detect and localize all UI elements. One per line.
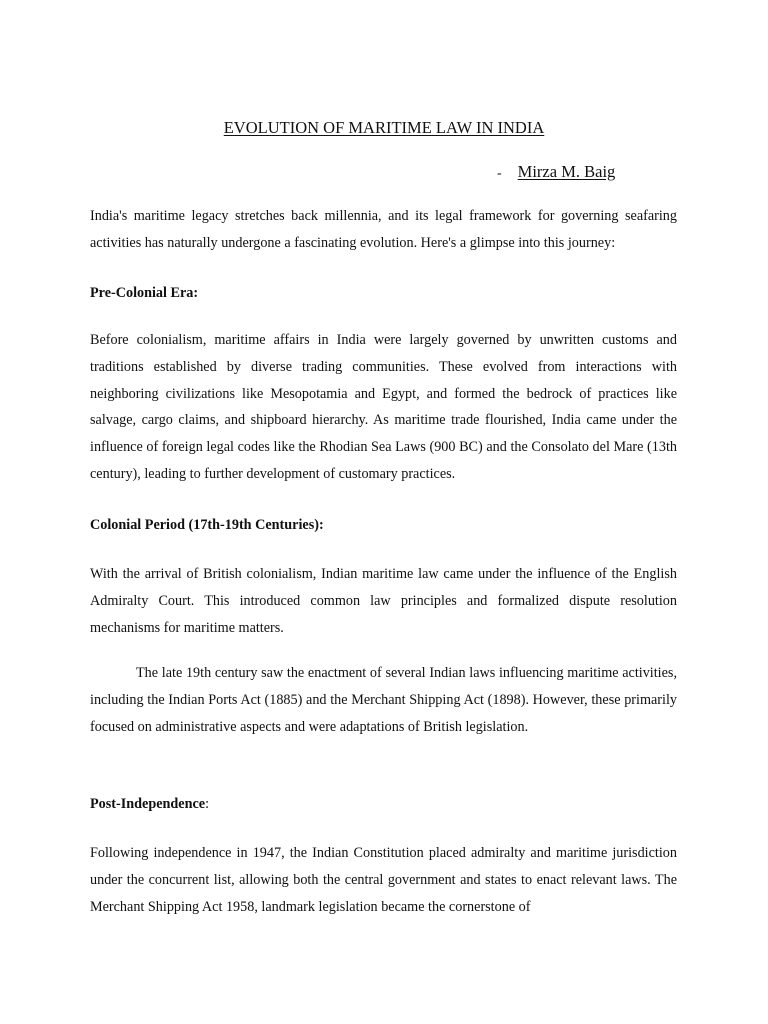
colonial-paragraph-1: With the arrival of British colonialism, Indian maritime law came under the influence of the English Admiralty Court. This introduced common law principles and formalized dispute resolution mechanisms for maritime matters. bbox=[90, 566, 677, 636]
post-independence-paragraph: Following independence in 1947, the Indian Constitution placed admiralty and maritime jurisdiction under the concurrent list, allowing both the central government and states to enact relevant laws. The Merchant Shipping Act 1958, landmark legislation became the cornerstone of bbox=[90, 845, 677, 915]
intro-paragraph: India's maritime legacy stretches back millennia, and its legal framework for governing seafaring activities has naturally undergone a fascinating evolution. Here's a glimpse into this journey: bbox=[90, 208, 677, 251]
section-heading-pre-colonial: Pre-Colonial Era: bbox=[90, 285, 199, 301]
document-title bbox=[0, 118, 768, 138]
post-independence-heading-colon: : bbox=[205, 796, 210, 812]
post-independence-heading-text: Post-Independence bbox=[90, 796, 206, 812]
section-heading-colonial: Colonial Period (17th-19th Centuries): bbox=[90, 517, 324, 533]
byline bbox=[497, 162, 615, 184]
byline-dash: - bbox=[497, 166, 502, 181]
pre-colonial-paragraph: Before colonialism, maritime affairs in India were largely governed by unwritten customs and traditions established by diverse trading communities. These evolved from interactions with neighboring civilizations like Mesopotamia and Egypt, and formed the bedrock of practices like salvage, cargo claims, and shipboard hierarchy. As maritime trade flourished, India came under the influence of foreign legal codes like the Rhodian Sea Laws (900 BC) and the Consolato del Mare (13th century), leading to further development of customary practices. bbox=[90, 332, 677, 482]
author-name: Mirza M. Baig bbox=[517, 162, 616, 181]
document-title-text: EVOLUTION OF MARITIME LAW IN INDIA bbox=[223, 118, 545, 137]
section-heading-post-independence bbox=[90, 794, 209, 814]
colonial-paragraph-2: The late 19th century saw the enactment of several Indian laws influencing maritime activities, including the Indian Ports Act (1885) and the Merchant Shipping Act (1898). However, these primarily focused on administrative aspects and were adaptations of British legislation. bbox=[90, 665, 677, 735]
